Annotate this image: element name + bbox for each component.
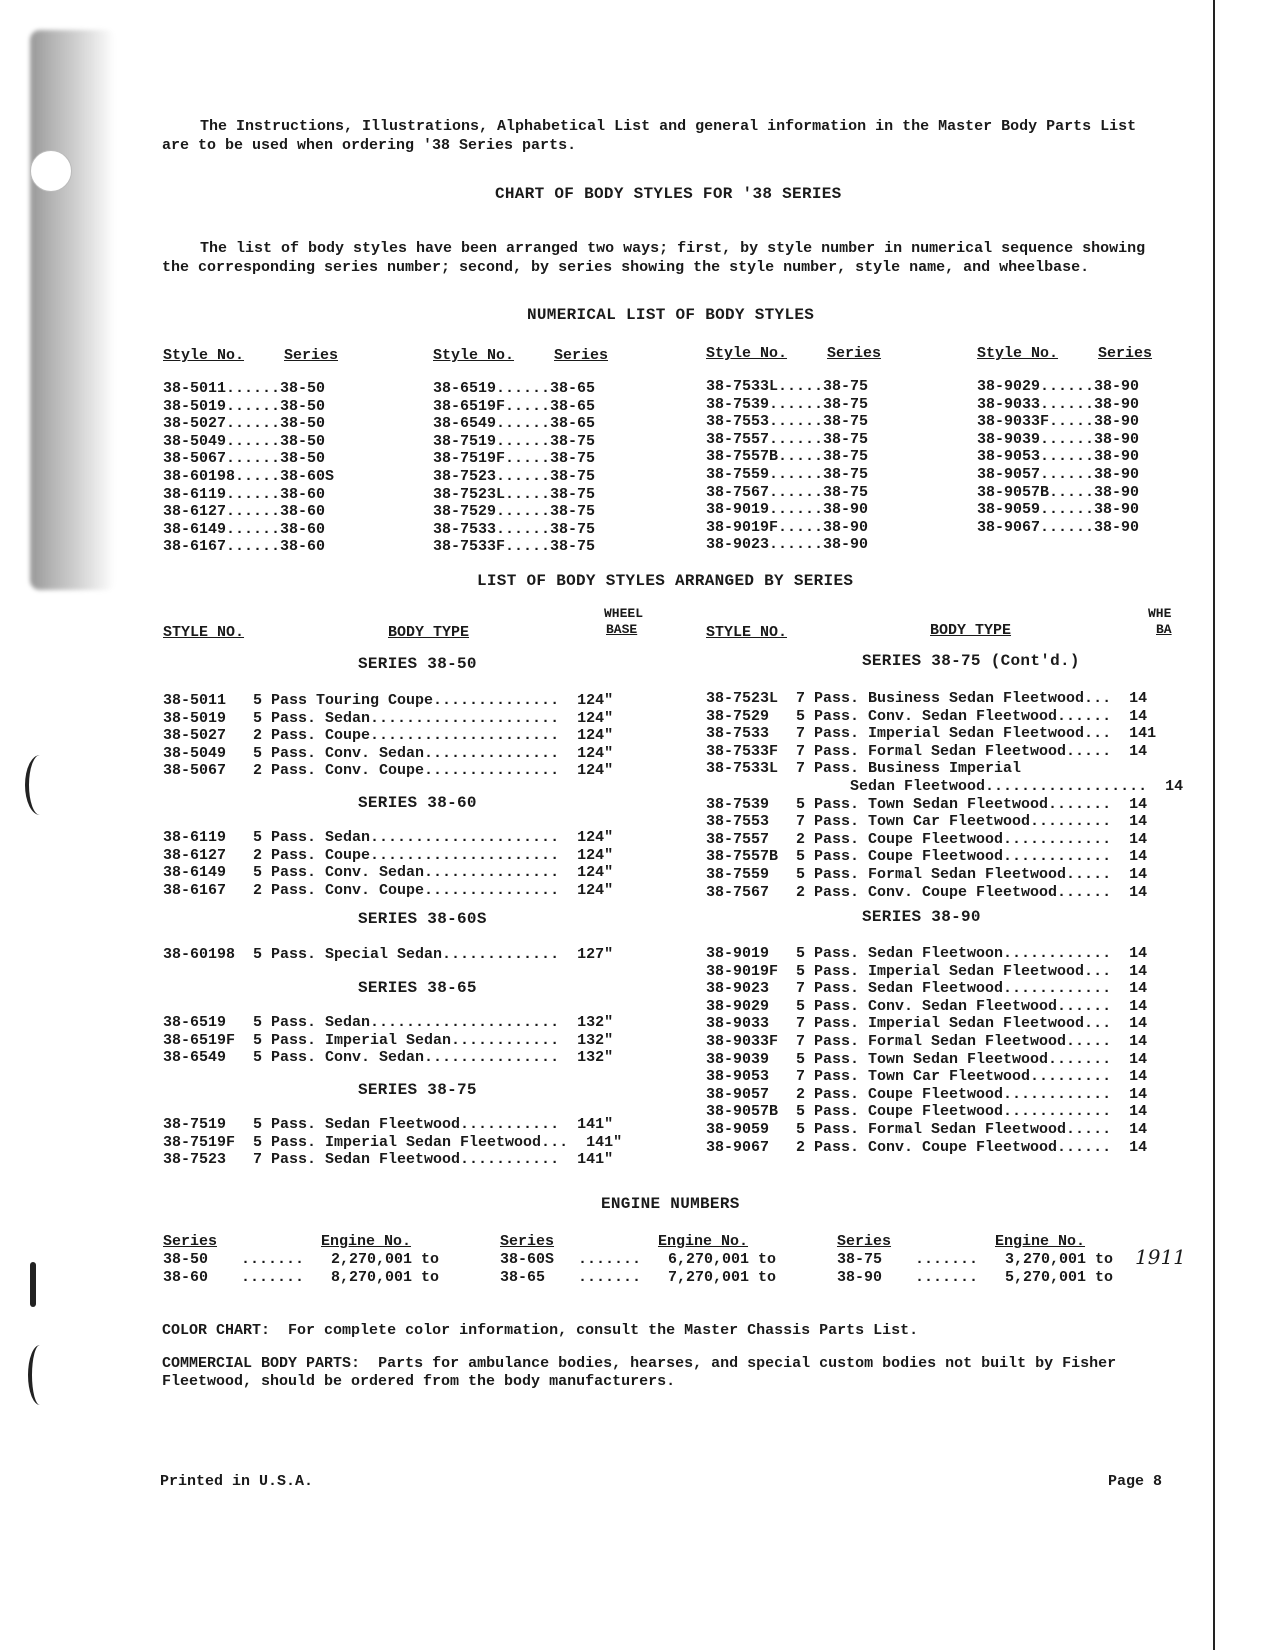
engine-number: 8,270,001 to (331, 1269, 440, 1286)
numerical-header-style: Style No. (977, 345, 1059, 362)
table-row: 38-9019 5 Pass. Sedan Fleetwoon............ 14 (706, 945, 1148, 962)
table-row: 38-5011 5 Pass Touring Coupe.............. 124" (163, 692, 614, 709)
engine-header-series: Series (837, 1233, 892, 1250)
numerical-header-style: Style No. (163, 347, 245, 364)
punch-hole (30, 1262, 36, 1307)
page-number: Page 8 (1108, 1473, 1163, 1490)
left-header-wheel: WHEEL (604, 606, 644, 621)
numerical-row: 38-6549......38-65 (433, 415, 596, 433)
table-row: 38-7529 5 Pass. Conv. Sedan Fleetwood...... 14 (706, 707, 1148, 725)
left-header-style: STYLE NO. (163, 624, 245, 641)
table-row: 38-7539 5 Pass. Town Sedan Fleetwood....... 14 (706, 795, 1148, 813)
numerical-row: 38-9059......38-90 (977, 501, 1140, 519)
engine-series: 38-60S (500, 1251, 555, 1268)
table-row: 38-6149 5 Pass. Conv. Sedan............... 124" (163, 864, 614, 882)
numerical-row: 38-7529......38-75 (433, 503, 596, 521)
table-row: 38-9033 7 Pass. Imperial Sedan Fleetwood... 14 (706, 1015, 1148, 1033)
engine-number: 5,270,001 to (1005, 1269, 1114, 1286)
numerical-header-series: Series (827, 345, 882, 362)
right-header-wheel: WHE (1148, 606, 1172, 621)
engine-series: 38-60 (163, 1269, 209, 1286)
table-row: 38-7559 5 Pass. Formal Sedan Fleetwood..... 14 (706, 865, 1148, 883)
numerical-header-series: Series (554, 347, 609, 364)
numerical-row: 38-7539......38-75 (706, 395, 869, 413)
by-series-title: LIST OF BODY STYLES ARRANGED BY SERIES (477, 572, 854, 590)
table-row: 38-6519F 5 Pass. Imperial Sedan............ 132" (163, 1031, 614, 1049)
punch-hole (30, 150, 72, 192)
engine-series: 38-65 (500, 1269, 546, 1286)
series-rows (163, 692, 613, 780)
punch-hole (25, 755, 55, 815)
numerical-header-series: Series (284, 347, 339, 364)
series-heading: SERIES 38-90 (862, 908, 981, 926)
numerical-row: 38-7519F.....38-75 (433, 450, 596, 468)
engine-number: 7,270,001 to (668, 1269, 777, 1286)
engine-dots: ....... (241, 1251, 305, 1268)
table-row: 38-9057B 5 Pass. Coupe Fleetwood............ 14 (706, 1103, 1148, 1121)
numerical-row: 38-9033F.....38-90 (977, 413, 1140, 431)
numerical-row: 38-9057B.....38-90 (977, 483, 1140, 501)
table-row: 38-9019F 5 Pass. Imperial Sedan Fleetwood... 14 (706, 962, 1148, 980)
engine-header-series: Series (163, 1233, 218, 1250)
table-row: 38-60198 5 Pass. Special Sedan............. 127" (163, 946, 614, 963)
table-row: Sedan Fleetwood.................. 14 (706, 777, 1184, 795)
printed-in: Printed in U.S.A. (160, 1473, 314, 1490)
numerical-row: 38-7523......38-75 (433, 467, 596, 485)
numerical-row: 38-9019......38-90 (706, 501, 869, 519)
numerical-row: 38-60198.....38-60S (163, 467, 335, 485)
numerical-row: 38-9033......38-90 (977, 395, 1140, 413)
commercial-note (162, 1355, 1116, 1372)
series-heading: SERIES 38-75 (358, 1081, 477, 1099)
left-header-base: BASE (606, 622, 638, 637)
table-row: 38-6119 5 Pass. Sedan..................... 124" (163, 829, 614, 846)
series-heading: SERIES 38-50 (358, 655, 477, 673)
numerical-row: 38-7519......38-75 (433, 432, 596, 450)
table-row: 38-9053 7 Pass. Town Car Fleetwood......... 14 (706, 1068, 1148, 1086)
numerical-row: 38-6127......38-60 (163, 503, 326, 521)
numerical-row: 38-5049......38-50 (163, 432, 326, 450)
table-row: 38-5067 2 Pass. Conv. Coupe............... 124" (163, 762, 614, 780)
numerical-column (706, 378, 868, 554)
table-row: 38-6549 5 Pass. Conv. Sedan............... 132" (163, 1049, 614, 1067)
punch-hole (28, 1345, 52, 1405)
numerical-row: 38-5019......38-50 (163, 397, 326, 415)
table-row: 38-7519 5 Pass. Sedan Fleetwood........... 141" (163, 1116, 614, 1133)
engine-dots: ....... (915, 1251, 979, 1268)
engine-number: 3,270,001 to (1005, 1251, 1114, 1268)
engine-header-series: Series (500, 1233, 555, 1250)
numerical-column (433, 380, 595, 556)
series-heading: SERIES 38-75 (Cont'd.) (862, 652, 1080, 670)
commercial-text-2: Fleetwood, should be ordered from the body manufacturers. (162, 1373, 676, 1390)
numerical-row: 38-7523L.....38-75 (433, 485, 596, 503)
numerical-row: 38-7553......38-75 (706, 413, 869, 431)
numerical-row: 38-6149......38-60 (163, 520, 326, 538)
numerical-header-style: Style No. (433, 347, 515, 364)
handwritten-note: 1911 (1135, 1245, 1186, 1269)
table-row: 38-7567 2 Pass. Conv. Coupe Fleetwood...... 14 (706, 883, 1148, 901)
table-row: 38-7523 7 Pass. Sedan Fleetwood........... 141" (163, 1151, 614, 1169)
numerical-row: 38-6519F.....38-65 (433, 397, 596, 415)
numerical-row: 38-5027......38-50 (163, 415, 326, 433)
series-rows (163, 829, 613, 899)
series-rows (163, 946, 613, 964)
numerical-row: 38-6167......38-60 (163, 538, 326, 556)
engine-dots: ....... (915, 1269, 979, 1286)
table-row: 38-5019 5 Pass. Sedan..................... 124" (163, 709, 614, 727)
table-row: 38-9067 2 Pass. Conv. Coupe Fleetwood...... 14 (706, 1138, 1148, 1156)
engine-series: 38-90 (837, 1269, 883, 1286)
table-row: 38-9029 5 Pass. Conv. Sedan Fleetwood...... 14 (706, 997, 1148, 1015)
numerical-row: 38-6519......38-65 (433, 380, 596, 397)
table-row: 38-6519 5 Pass. Sedan..................... 132" (163, 1014, 614, 1031)
commercial-label: COMMERCIAL BODY PARTS: (162, 1355, 361, 1372)
numerical-row: 38-9023......38-90 (706, 536, 869, 554)
table-row: 38-7557 2 Pass. Coupe Fleetwood............ 14 (706, 830, 1148, 848)
numerical-row: 38-9057......38-90 (977, 465, 1140, 483)
color-chart-text: For complete color information, consult the Master Chassis Parts List. (288, 1322, 919, 1339)
series-rows (163, 1116, 622, 1169)
color-chart-note (162, 1322, 918, 1339)
numerical-row: 38-9053......38-90 (977, 448, 1140, 466)
scan-smudge (30, 30, 115, 590)
color-chart-label: COLOR CHART: (162, 1322, 271, 1339)
table-row: 38-9023 7 Pass. Sedan Fleetwood............ 14 (706, 980, 1148, 998)
numerical-title: NUMERICAL LIST OF BODY STYLES (527, 306, 815, 324)
chart-desc-line-2: the corresponding series number; second, by series showing the style number, style name, and wheelbase. (162, 259, 1090, 276)
table-row: 38-7533L 7 Pass. Business Imperial (706, 760, 1022, 778)
series-rows (706, 945, 1147, 1156)
right-header-type: BODY TYPE (930, 622, 1012, 639)
commercial-text-1: Parts for ambulance bodies, hearses, and special custom bodies not built by Fisher (378, 1355, 1117, 1372)
numerical-row: 38-7559......38-75 (706, 465, 869, 483)
engine-dots: ....... (578, 1251, 642, 1268)
engine-dots: ....... (241, 1269, 305, 1286)
engine-number: 6,270,001 to (668, 1251, 777, 1268)
engine-series: 38-50 (163, 1251, 209, 1268)
numerical-row: 38-7567......38-75 (706, 483, 869, 501)
table-row: 38-7533F 7 Pass. Formal Sedan Fleetwood..... 14 (706, 742, 1148, 760)
series-heading: SERIES 38-60S (358, 910, 487, 928)
series-rows (706, 690, 1183, 901)
numerical-header-series: Series (1098, 345, 1153, 362)
numerical-row: 38-5011......38-50 (163, 380, 326, 397)
engine-title: ENGINE NUMBERS (601, 1195, 740, 1213)
table-row: 38-7523L 7 Pass. Business Sedan Fleetwood... 14 (706, 690, 1148, 707)
chart-desc-line-1: The list of body styles have been arranged two ways; first, by style number in numerical sequence showing (200, 240, 1146, 257)
table-row: 38-7557B 5 Pass. Coupe Fleetwood............ 14 (706, 848, 1148, 866)
series-heading: SERIES 38-60 (358, 794, 477, 812)
page-edge (1213, 0, 1215, 1650)
numerical-row: 38-6119......38-60 (163, 485, 326, 503)
right-header-base: BA (1156, 622, 1172, 637)
numerical-row: 38-9067......38-90 (977, 518, 1140, 536)
engine-header-no: Engine No. (995, 1233, 1086, 1250)
table-row: 38-6127 2 Pass. Coupe..................... 124" (163, 846, 614, 864)
table-row: 38-6167 2 Pass. Conv. Coupe............... 124" (163, 881, 614, 899)
numerical-row: 38-7557......38-75 (706, 430, 869, 448)
numerical-row: 38-7533L.....38-75 (706, 378, 869, 395)
chart-title: CHART OF BODY STYLES FOR '38 SERIES (495, 185, 842, 203)
numerical-row: 38-7533......38-75 (433, 520, 596, 538)
numerical-row: 38-9039......38-90 (977, 430, 1140, 448)
numerical-row: 38-5067......38-50 (163, 450, 326, 468)
right-header-style: STYLE NO. (706, 624, 788, 641)
table-row: 38-5049 5 Pass. Conv. Sedan............... 124" (163, 744, 614, 762)
numerical-row: 38-9029......38-90 (977, 378, 1140, 395)
table-row: 38-7533 7 Pass. Imperial Sedan Fleetwood... 141 (706, 725, 1157, 743)
numerical-header-style: Style No. (706, 345, 788, 362)
table-row: 38-7519F 5 Pass. Imperial Sedan Fleetwood... 141" (163, 1133, 623, 1151)
table-row: 38-9039 5 Pass. Town Sedan Fleetwood....... 14 (706, 1050, 1148, 1068)
engine-number: 2,270,001 to (331, 1251, 440, 1268)
series-heading: SERIES 38-65 (358, 979, 477, 997)
numerical-row: 38-7557B.....38-75 (706, 448, 869, 466)
intro-line-1: The Instructions, Illustrations, Alphabetical List and general information in the Master Body Parts List (200, 118, 1137, 135)
left-header-type: BODY TYPE (388, 624, 470, 641)
engine-header-no: Engine No. (321, 1233, 412, 1250)
engine-dots: ....... (578, 1269, 642, 1286)
numerical-column (977, 378, 1139, 536)
table-row: 38-5027 2 Pass. Coupe..................... 124" (163, 727, 614, 745)
intro-line-2: are to be used when ordering '38 Series parts. (162, 137, 577, 154)
engine-header-no: Engine No. (658, 1233, 749, 1250)
numerical-row: 38-7533F.....38-75 (433, 538, 596, 556)
numerical-row: 38-9019F.....38-90 (706, 518, 869, 536)
engine-series: 38-75 (837, 1251, 883, 1268)
table-row: 38-9057 2 Pass. Coupe Fleetwood............ 14 (706, 1085, 1148, 1103)
series-rows (163, 1014, 613, 1067)
table-row: 38-9059 5 Pass. Formal Sedan Fleetwood..... 14 (706, 1120, 1148, 1138)
numerical-column (163, 380, 334, 556)
table-row: 38-9033F 7 Pass. Formal Sedan Fleetwood..... 14 (706, 1032, 1148, 1050)
table-row: 38-7553 7 Pass. Town Car Fleetwood......... 14 (706, 813, 1148, 831)
